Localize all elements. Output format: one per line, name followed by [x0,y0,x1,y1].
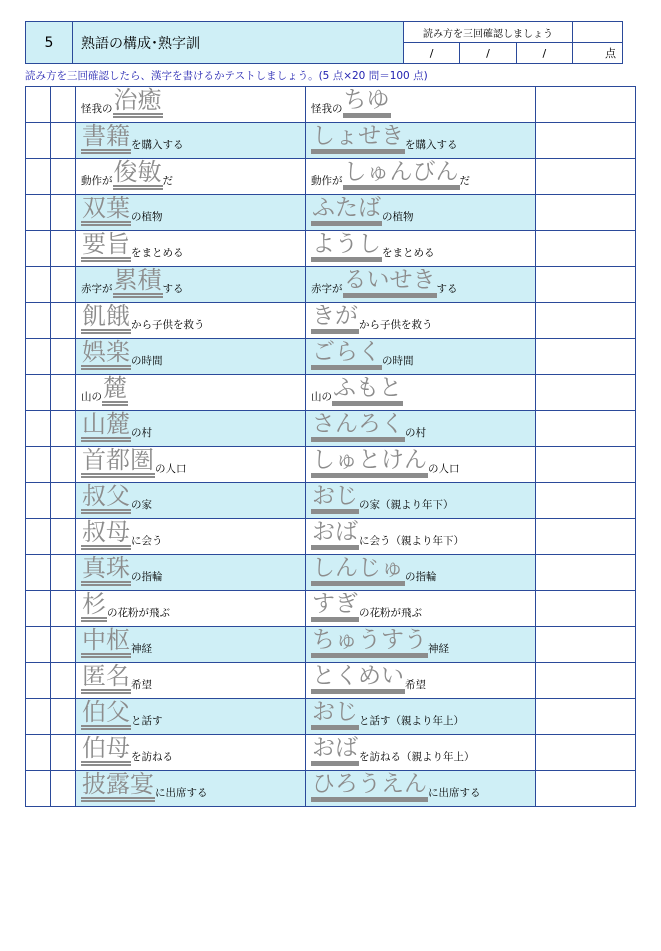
hiragana-reading: さんろく [311,411,405,442]
hiragana-reading: しょせき [311,123,405,154]
reading-cell [306,267,536,303]
kanji-word: 山麓 [81,411,131,442]
kanji-word: 双葉 [81,195,131,226]
hiragana-reading: ちゅうすう [311,627,428,658]
kanji-question-cell [76,411,306,447]
context-after: の家 [131,499,152,511]
hiragana-reading: ちゆ [343,87,391,118]
context-after: 神経 [428,643,449,655]
kanji-question-cell [76,519,306,555]
quiz-row [26,411,636,447]
hiragana-reading: おば [311,735,359,766]
check-cell-2[interactable] [51,627,76,663]
check-cell-2[interactable] [51,699,76,735]
kanji-word: 匿名 [81,663,131,694]
check-cell-1[interactable] [26,555,51,591]
kanji-word: 披露宴 [81,771,155,802]
answer-writing-cell[interactable] [536,123,636,159]
answer-writing-cell[interactable] [536,339,636,375]
context-after: を購入する [131,139,184,151]
answer-writing-cell[interactable] [536,627,636,663]
context-after: と話す（親より年上） [359,715,464,727]
check-cell-1[interactable] [26,699,51,735]
kanji-word: 伯父 [81,699,131,730]
quiz-row [26,123,636,159]
kanji-word: 首都圏 [81,447,155,478]
hiragana-reading: おじ [311,483,359,514]
quiz-row [26,483,636,519]
quiz-row [26,339,636,375]
kanji-question-cell [76,663,306,699]
kanji-word: 飢餓 [81,303,131,334]
answer-writing-cell[interactable] [536,195,636,231]
quiz-row [26,591,636,627]
quiz-row [26,231,636,267]
kanji-word: 中枢 [81,627,131,658]
quiz-row [26,159,636,195]
hiragana-reading: しゅんびん [343,159,460,190]
kanji-question-cell [76,771,306,807]
context-after: の時間 [131,355,163,367]
reading-cell [306,483,536,519]
quiz-row [26,699,636,735]
test-instruction: 読み方を三回確認したら、漢字を書けるかテストしましょう。(5 点×20 問＝100 点) [25,70,428,82]
check-cell-2[interactable] [51,591,76,627]
context-before: 動作が [81,175,113,187]
reading-cell [306,555,536,591]
kanji-word: 治癒 [113,87,163,118]
context-after: の家（親より年下） [359,499,454,511]
reading-cell [306,663,536,699]
reading-cell [306,735,536,771]
quiz-row [26,735,636,771]
reading-cell [306,195,536,231]
worksheet-header [25,21,623,64]
reading-cell [306,303,536,339]
check-cell-2[interactable] [51,303,76,339]
kanji-word: 真珠 [81,555,131,586]
quiz-row [26,771,636,807]
kanji-question-cell [76,483,306,519]
context-after: の人口 [428,463,460,475]
hiragana-reading: しんじゅ [311,555,405,586]
check-cell-1[interactable] [26,195,51,231]
quiz-row [26,627,636,663]
context-after: の指輪 [405,571,437,583]
kanji-question-cell [76,591,306,627]
context-after: の指輪 [131,571,163,583]
reading-cell [306,699,536,735]
answer-writing-cell[interactable] [536,519,636,555]
kanji-question-cell [76,699,306,735]
kanji-question-cell [76,159,306,195]
context-before: 怪我の [311,103,343,115]
check-cell-1[interactable] [26,735,51,771]
check-cell-1[interactable] [26,663,51,699]
context-after: 希望 [131,679,152,691]
hiragana-reading: しゅとけん [311,447,428,478]
hiragana-reading: ふもと [332,375,403,406]
answer-writing-cell[interactable] [536,663,636,699]
quiz-row [26,195,636,231]
answer-writing-cell[interactable] [536,555,636,591]
hiragana-reading: おじ [311,699,359,730]
check-cell-2[interactable] [51,231,76,267]
worksheet-title: 熟語の構成･熟字訓 [73,22,404,64]
check-cell-1[interactable] [26,627,51,663]
reading-cell [306,627,536,663]
context-after: する [436,283,458,295]
quiz-row [26,519,636,555]
context-before: 怪我の [81,103,113,115]
answer-writing-cell[interactable] [536,591,636,627]
kanji-question-cell [76,231,306,267]
kanji-word: 要旨 [81,231,131,262]
kanji-question-cell [76,375,306,411]
answer-writing-cell[interactable] [536,411,636,447]
reading-cell [306,339,536,375]
check-cell-1[interactable] [26,159,51,195]
kanji-question-cell [76,303,306,339]
hiragana-reading: とくめい [311,663,405,694]
hiragana-reading: ようし [311,231,382,262]
context-after: の花粉が飛ぶ [359,607,422,619]
kanji-question-cell [76,627,306,663]
check-cell-1[interactable] [26,411,51,447]
kanji-word: 麓 [102,375,128,406]
answer-writing-cell[interactable] [536,231,636,267]
check-cell-2[interactable] [51,375,76,411]
quiz-row [26,375,636,411]
check-date-3[interactable]: / [516,43,572,64]
check-cell-2[interactable] [51,411,76,447]
context-before: 赤字が [311,283,343,295]
context-after: の人口 [155,463,187,475]
check-cell-1[interactable] [26,375,51,411]
check-cell-1[interactable] [26,231,51,267]
hiragana-reading: すぎ [311,591,359,622]
kanji-question-cell [76,339,306,375]
answer-writing-cell[interactable] [536,159,636,195]
context-after: だ [459,175,470,187]
reading-cell [306,375,536,411]
check-cell-2[interactable] [51,159,76,195]
quiz-row [26,87,636,123]
hiragana-reading: ふたば [311,195,382,226]
context-after: から子供を救う [359,319,433,331]
quiz-row [26,267,636,303]
reading-cell [306,123,536,159]
hiragana-reading: きが [311,303,359,334]
context-before: 山の [81,391,102,403]
check-cell-2[interactable] [51,267,76,303]
reading-cell [306,231,536,267]
quiz-grid [25,86,636,807]
check-cell-2[interactable] [51,663,76,699]
answer-writing-cell[interactable] [536,735,636,771]
answer-writing-cell[interactable] [536,303,636,339]
check-cell-2[interactable] [51,447,76,483]
kanji-word: 叔父 [81,483,131,514]
quiz-row [26,555,636,591]
answer-writing-cell[interactable] [536,447,636,483]
context-after: から子供を救う [131,319,205,331]
reading-cell [306,771,536,807]
context-before: 赤字が [81,283,113,295]
context-after: に会う（親より年下） [359,535,464,547]
check-cell-1[interactable] [26,483,51,519]
reading-check-label: 読み方を三回確認しましょう [404,22,573,43]
context-after: の植物 [382,211,414,223]
quiz-row [26,663,636,699]
check-cell-2[interactable] [51,735,76,771]
context-after: の植物 [131,211,163,223]
check-cell-2[interactable] [51,483,76,519]
kanji-question-cell [76,195,306,231]
context-after: の時間 [382,355,414,367]
kanji-word: 杉 [81,591,107,622]
reading-cell [306,447,536,483]
answer-writing-cell[interactable] [536,699,636,735]
kanji-word: 叔母 [81,519,131,550]
context-after: を訪ねる（親より年上） [359,751,475,763]
context-after: 神経 [131,643,152,655]
check-cell-1[interactable] [26,591,51,627]
kanji-question-cell [76,555,306,591]
check-cell-2[interactable] [51,123,76,159]
answer-writing-cell[interactable] [536,375,636,411]
context-after: だ [162,175,173,187]
context-after: をまとめる [131,247,184,259]
context-before: 山の [311,391,332,403]
check-cell-2[interactable] [51,87,76,123]
context-after: と話す [131,715,163,727]
context-after: を購入する [405,139,458,151]
reading-cell [306,591,536,627]
reading-cell [306,159,536,195]
kanji-word: 俊敏 [113,159,163,190]
context-after: の花粉が飛ぶ [107,607,170,619]
check-cell-1[interactable] [26,519,51,555]
check-cell-1[interactable] [26,447,51,483]
check-cell-1[interactable] [26,339,51,375]
reading-cell [306,519,536,555]
context-after: 希望 [405,679,426,691]
context-after: に出席する [155,787,208,799]
kanji-question-cell [76,87,306,123]
kanji-question-cell [76,123,306,159]
check-cell-2[interactable] [51,771,76,807]
context-after: に会う [131,535,163,547]
kanji-word: 娯楽 [81,339,131,370]
check-date-1[interactable]: / [404,43,460,64]
kanji-word: 累積 [113,267,163,298]
score-box-top [573,22,623,43]
kanji-question-cell [76,267,306,303]
answer-writing-cell[interactable] [536,483,636,519]
hiragana-reading: ひろうえん [311,771,428,802]
quiz-row [26,303,636,339]
hiragana-reading: ごらく [311,339,382,370]
kanji-word: 書籍 [81,123,131,154]
context-after: に出席する [428,787,481,799]
check-cell-1[interactable] [26,771,51,807]
hiragana-reading: るいせき [343,267,437,298]
score-box[interactable]: 点 [573,43,623,64]
quiz-row [26,447,636,483]
check-cell-1[interactable] [26,267,51,303]
context-before: 動作が [311,175,343,187]
context-after: をまとめる [382,247,435,259]
answer-writing-cell[interactable] [536,87,636,123]
kanji-question-cell [76,447,306,483]
context-after: の村 [131,427,152,439]
check-cell-2[interactable] [51,195,76,231]
answer-writing-cell[interactable] [536,267,636,303]
check-cell-1[interactable] [26,303,51,339]
answer-writing-cell[interactable] [536,771,636,807]
check-cell-1[interactable] [26,123,51,159]
reading-cell [306,411,536,447]
check-cell-1[interactable] [26,87,51,123]
hiragana-reading: おば [311,519,359,550]
context-after: の村 [405,427,426,439]
check-cell-2[interactable] [51,339,76,375]
check-date-2[interactable]: / [460,43,516,64]
kanji-question-cell [76,735,306,771]
reading-cell [306,87,536,123]
context-after: する [162,283,184,295]
kanji-word: 伯母 [81,735,131,766]
check-cell-2[interactable] [51,555,76,591]
check-cell-2[interactable] [51,519,76,555]
context-after: を訪ねる [131,751,173,763]
unit-number: 5 [26,22,73,64]
